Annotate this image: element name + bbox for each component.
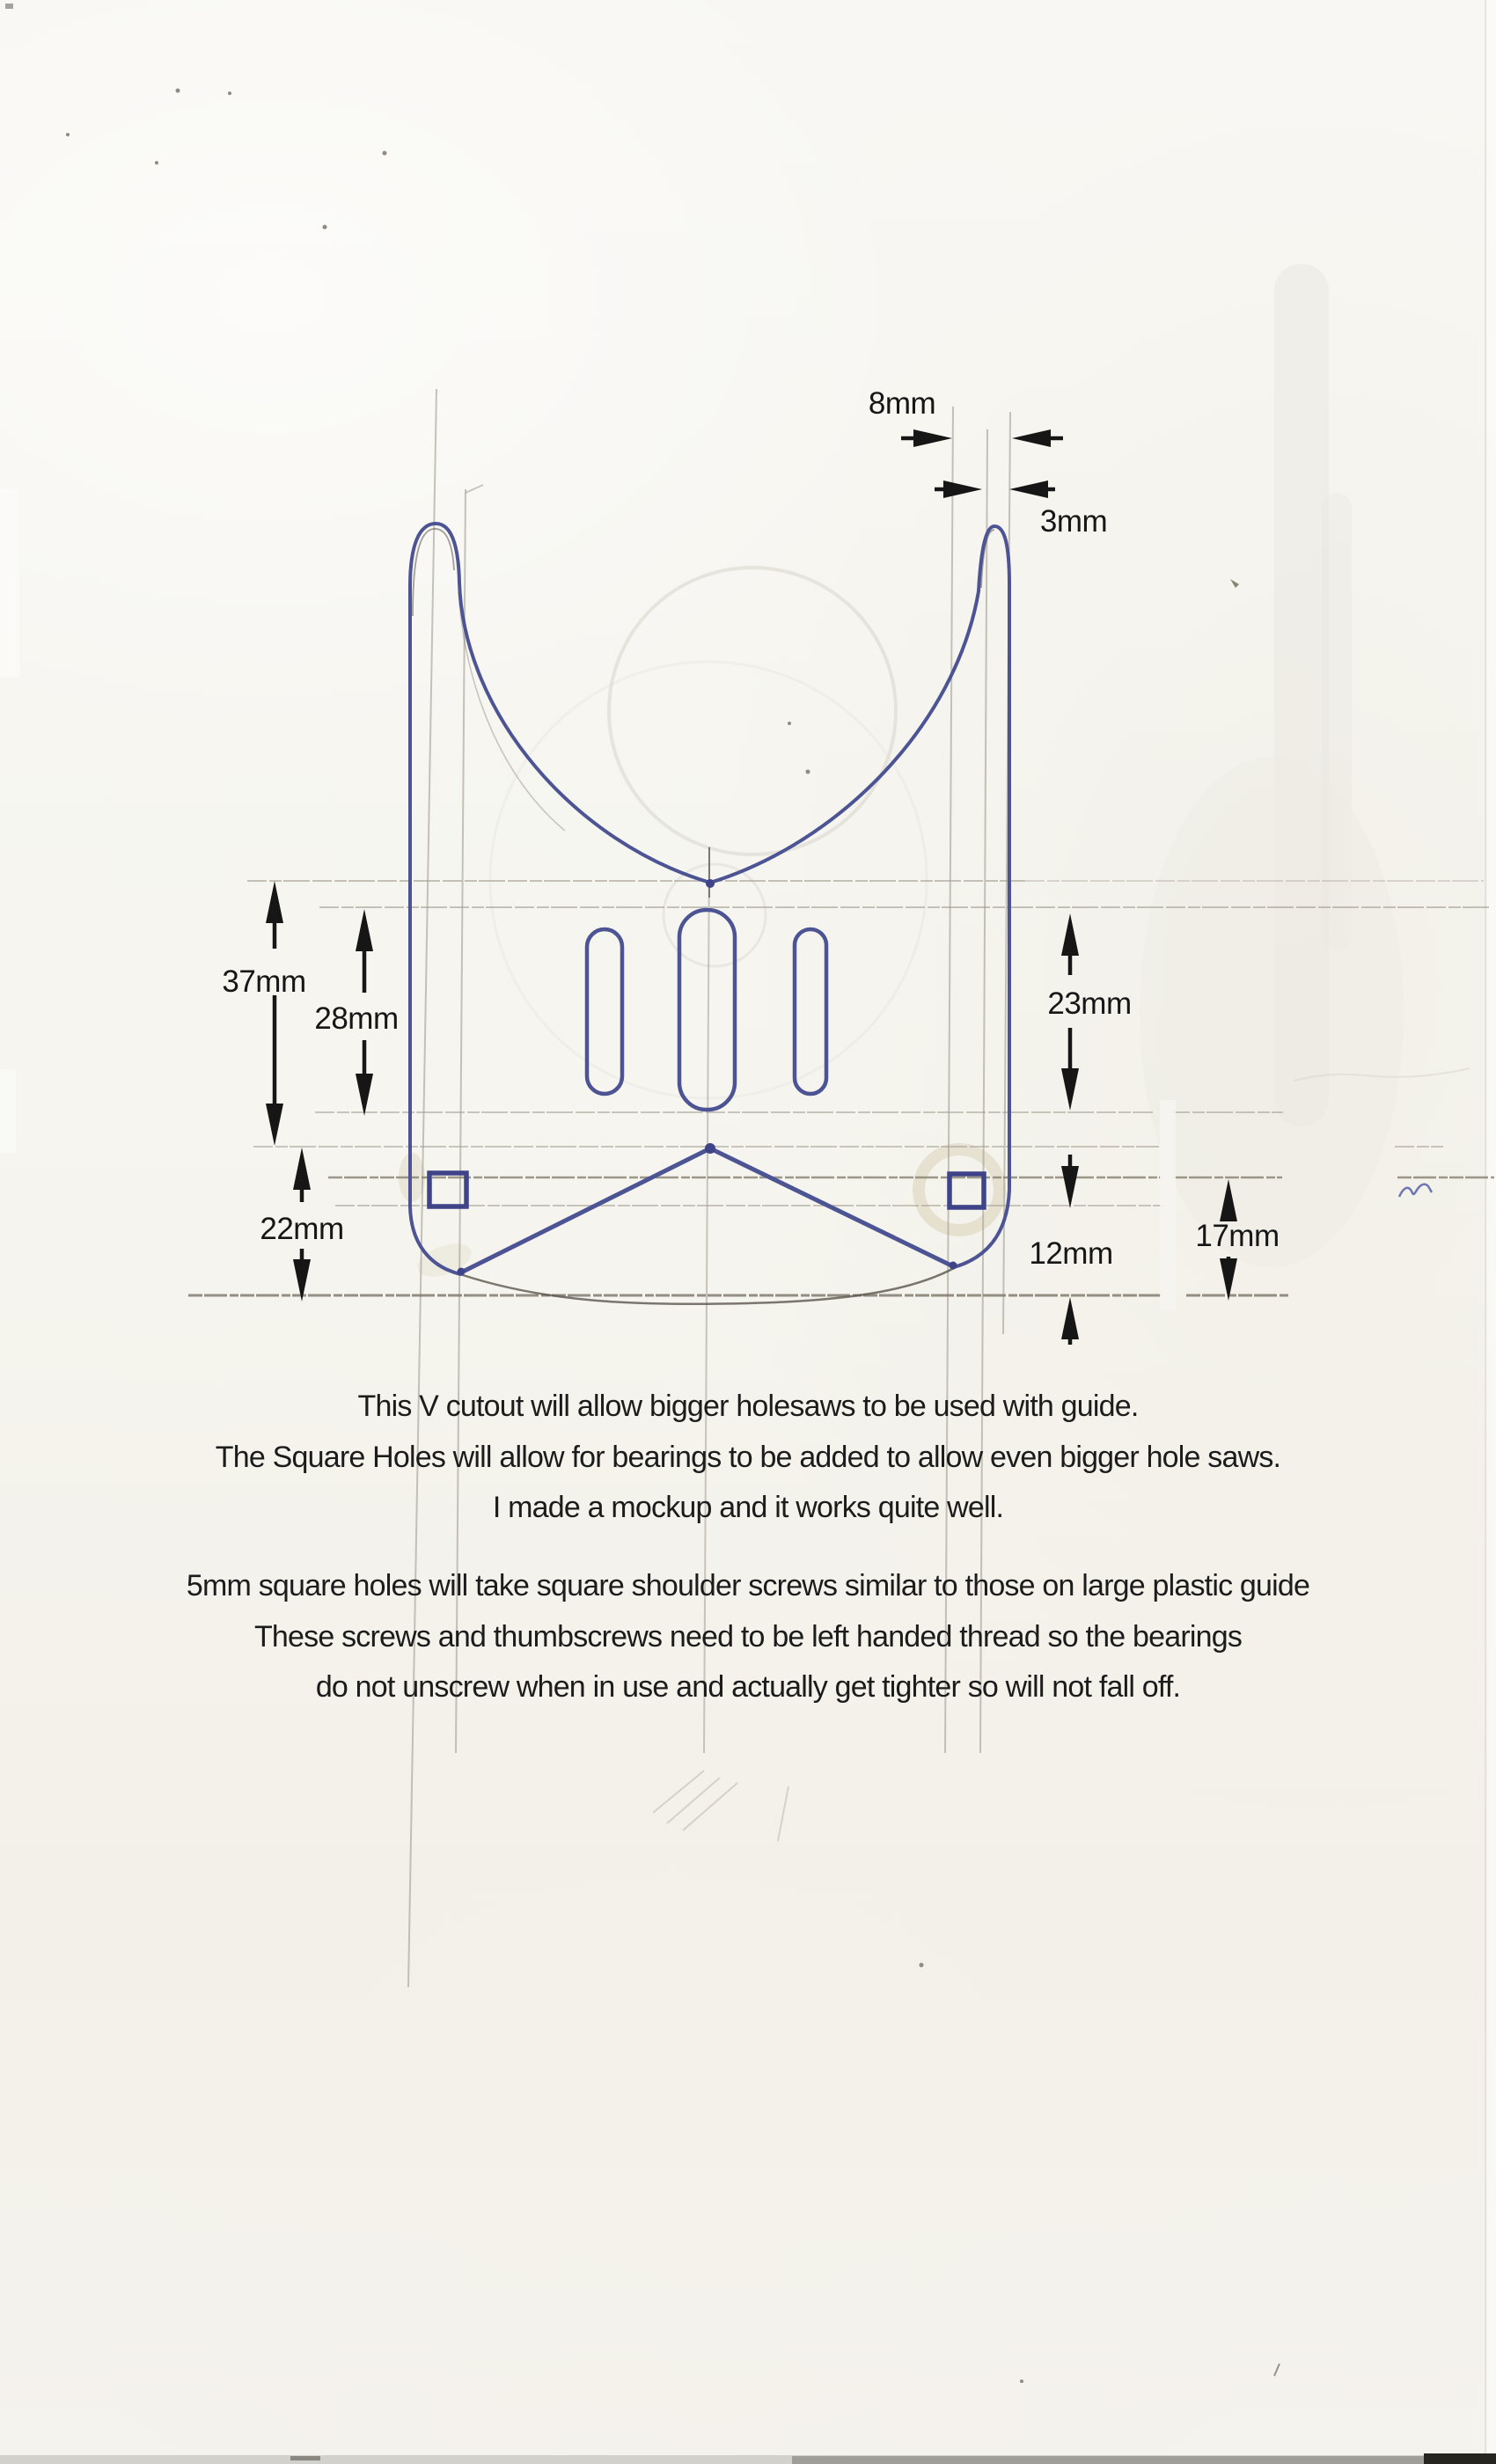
pencil-bottom-arc bbox=[460, 1267, 956, 1304]
v-bottom-blob bbox=[706, 879, 715, 888]
note-line-4: 5mm square holes will take square shoulder screws similar to those on large plastic guide bbox=[186, 1569, 1310, 1602]
paper-edge-strip bbox=[1487, 0, 1496, 2464]
leg-end-blob bbox=[950, 1262, 957, 1270]
square-hole-right bbox=[950, 1174, 984, 1207]
pencil-tick bbox=[1274, 2364, 1280, 2376]
erased-circle bbox=[609, 568, 896, 854]
ink-scribble bbox=[1399, 1184, 1432, 1197]
dim-label-12mm: 12mm bbox=[1029, 1236, 1113, 1271]
paper-light-strip bbox=[0, 489, 19, 678]
leg-end-blob bbox=[458, 1268, 466, 1276]
note-line-6: do not unscrew when in use and actually get tighter so will not fall off. bbox=[315, 1670, 1181, 1704]
paper-crease-gap bbox=[1160, 1100, 1176, 1311]
v-leg-left bbox=[461, 1148, 710, 1272]
dim-label-23mm: 23mm bbox=[1047, 986, 1132, 1021]
guide-vertical-right-2 bbox=[980, 429, 987, 1753]
dim-label-22mm: 22mm bbox=[260, 1212, 344, 1246]
dim-label-37mm: 37mm bbox=[222, 964, 306, 999]
dim-label-17mm: 17mm bbox=[1195, 1219, 1280, 1253]
dim-label-3mm: 3mm bbox=[1039, 504, 1108, 539]
dim-label-28mm: 28mm bbox=[314, 1001, 399, 1036]
guide-vertical-right-1 bbox=[945, 407, 953, 1753]
dim-arrows-37mm bbox=[266, 881, 283, 1146]
dim-label-8mm: 8mm bbox=[868, 386, 936, 421]
v-apex-blob bbox=[705, 1143, 715, 1154]
paper-specks bbox=[66, 89, 1023, 2384]
paper-shading bbox=[1140, 757, 1404, 1267]
corner-speck bbox=[5, 4, 13, 9]
note-line-5: These screws and thumbscrews need to be left handed thread so the bearings bbox=[253, 1620, 1243, 1654]
paper-light-strip bbox=[0, 1069, 16, 1153]
dim-arrows-3mm bbox=[935, 480, 1055, 498]
pencil-shadow-right-prong bbox=[981, 530, 994, 588]
guide-vertical-center bbox=[704, 847, 709, 1753]
bottom-edge-corner bbox=[1424, 2453, 1496, 2464]
pencil-shadow-v-curve bbox=[458, 591, 565, 831]
dimension-labels bbox=[222, 386, 1279, 1271]
guide-hook-mark bbox=[466, 485, 483, 493]
scan-bottom-edge bbox=[0, 2453, 1496, 2464]
guide-vertical-left-2 bbox=[456, 489, 466, 1753]
note-line-2: The Square Holes will allow for bearings to be added to allow even bigger hole saws. bbox=[215, 1441, 1281, 1474]
pencil-part-shadows bbox=[413, 529, 994, 1304]
stain-ring bbox=[919, 1149, 1000, 1230]
ink-speck bbox=[1230, 579, 1239, 588]
bottom-edge-dash bbox=[290, 2456, 320, 2460]
note-line-1: This V cutout will allow bigger holesaws to be used with guide. bbox=[357, 1390, 1139, 1423]
note-line-3: I made a mockup and it works quite well. bbox=[492, 1491, 1004, 1524]
slot-left bbox=[587, 929, 622, 1094]
dim-arrows-8mm bbox=[901, 429, 1063, 447]
slot-right bbox=[795, 929, 826, 1094]
bottom-edge-strip-dark bbox=[792, 2456, 1496, 2464]
pencil-smudge bbox=[653, 1771, 788, 1841]
